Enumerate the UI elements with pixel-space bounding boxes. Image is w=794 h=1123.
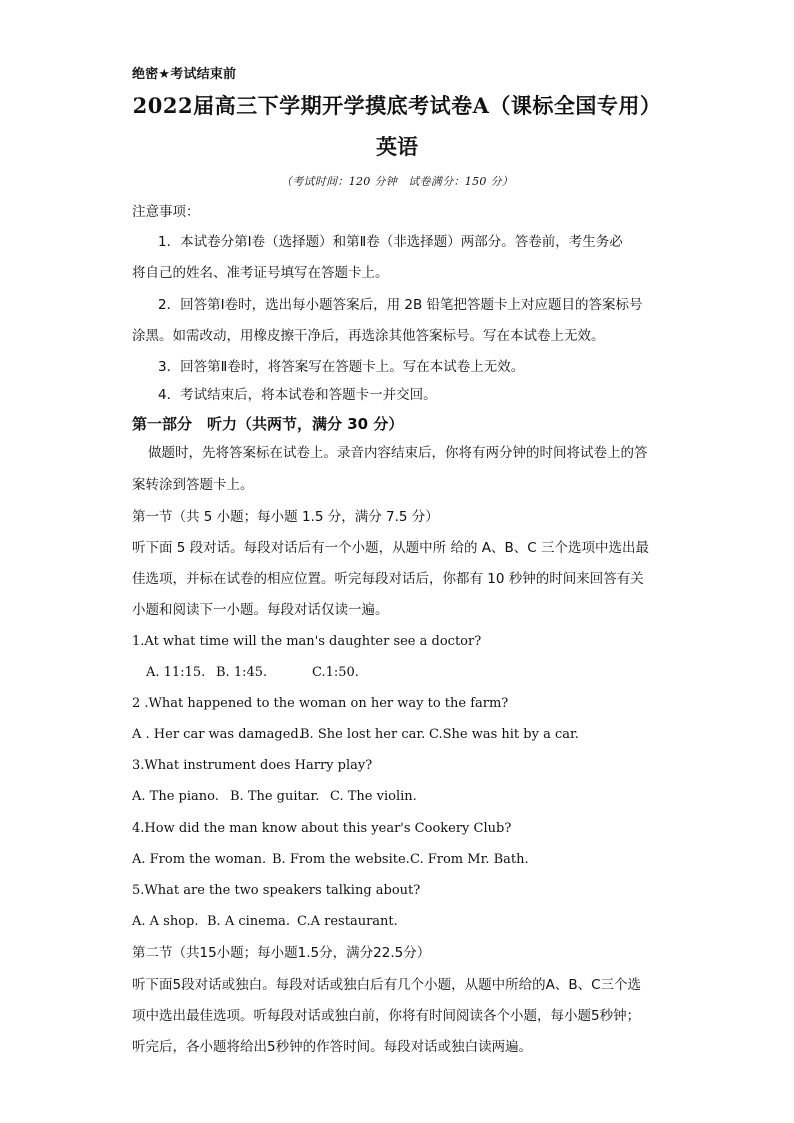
notice-item-line: 2．回答第Ⅰ卷时，选出每小题答案后，用 2B 铅笔把答题卡上对应题目的答案标号 bbox=[158, 297, 643, 313]
section2-intro-line: 听完后，各小题将给出5秒钟的作答时间。每段对话或独白读两遍。 bbox=[132, 1039, 533, 1055]
confidential-label: 绝密★考试结束前 bbox=[132, 67, 237, 82]
option-b: B. She lost her car. bbox=[300, 727, 426, 742]
option-b: B. The guitar. bbox=[230, 789, 320, 804]
part1-intro-line: 案转涂到答题卡上。 bbox=[132, 477, 254, 493]
question-5: 5.What are the two speakers talking about? bbox=[132, 883, 421, 898]
option-c: C.A restaurant. bbox=[297, 914, 398, 929]
option-a: A. The piano. bbox=[132, 789, 219, 804]
option-c: C.She was hit by a car. bbox=[429, 727, 579, 742]
option-c: C. The violin. bbox=[330, 789, 417, 804]
notice-item-line: 将自己的姓名、准考证号填写在答题卡上。 bbox=[132, 265, 389, 281]
question-4: 4.How did the man know about this year's Cookery Club? bbox=[132, 821, 512, 836]
exam-title: 2022届高三下学期开学摸底考试卷A（课标全国专用） bbox=[132, 93, 662, 118]
option-b: B. From the website. bbox=[272, 852, 410, 867]
section1-intro-line: 听下面 5 段对话。每段对话后有一个小题，从题中所 给的 A、B、C 三个选项中选出最 bbox=[132, 540, 649, 556]
option-a: A. 11:15. bbox=[146, 665, 206, 680]
question-2: 2 .What happened to the woman on her way to the farm? bbox=[132, 696, 509, 711]
section1-intro-line: 佳选项，并标在试卷的相应位置。听完每段对话后，你都有 10 秒钟的时间来回答有关 bbox=[132, 571, 644, 587]
question-1: 1.At what time will the man's daughter see a doctor? bbox=[132, 634, 482, 649]
section2-intro-line: 听下面5段对话或独白。每段对话或独白后有几个小题，从题中所给的A、B、C三个选 bbox=[132, 977, 642, 993]
subject-title: 英语 bbox=[376, 134, 418, 159]
notice-item-line: 涂黑。如需改动，用橡皮擦干净后，再选涂其他答案标号。写在本试卷上无效。 bbox=[132, 328, 605, 344]
option-b: B. A cinema. bbox=[207, 914, 291, 929]
part1-intro-line: 做题时，先将答案标在试卷上。录音内容结束后，你将有两分钟的时间将试卷上的答 bbox=[148, 445, 648, 461]
option-a: A. A shop. bbox=[132, 914, 199, 929]
option-b: B. 1:45. bbox=[216, 665, 268, 680]
part1-heading: 第一部分 听力（共两节，满分 30 分） bbox=[132, 415, 404, 433]
section1-intro-line: 小题和阅读下一小题。每段对话仅读一遍。 bbox=[132, 602, 389, 618]
exam-time-info: （考试时间：120 分钟 试卷满分：150 分） bbox=[280, 175, 514, 188]
question-3: 3.What instrument does Harry play? bbox=[132, 758, 373, 773]
notice-item-line: 1．本试卷分第Ⅰ卷（选择题）和第Ⅱ卷（非选择题）两部分。答卷前，考生务必 bbox=[158, 234, 623, 250]
section2-intro-line: 项中选出最佳选项。听每段对话或独白前，你将有时间阅读各个小题，每小题5秒钟； bbox=[132, 1008, 641, 1024]
section1-heading: 第一节（共 5 小题；每小题 1.5 分，满分 7.5 分） bbox=[132, 509, 439, 525]
notice-heading: 注意事项： bbox=[132, 204, 200, 220]
notice-item-line: 4．考试结束后，将本试卷和答题卡一并交回。 bbox=[158, 387, 437, 403]
option-a: A . Her car was damaged. bbox=[132, 727, 303, 742]
option-c: C. From Mr. Bath. bbox=[410, 852, 529, 867]
notice-item-line: 3．回答第Ⅱ卷时，将答案写在答题卡上。写在本试卷上无效。 bbox=[158, 359, 525, 375]
option-a: A. From the woman. bbox=[132, 852, 267, 867]
section2-heading: 第二节（共15小题；每小题1.5分，满分22.5分） bbox=[132, 945, 431, 961]
option-c: C.1:50. bbox=[312, 665, 359, 680]
